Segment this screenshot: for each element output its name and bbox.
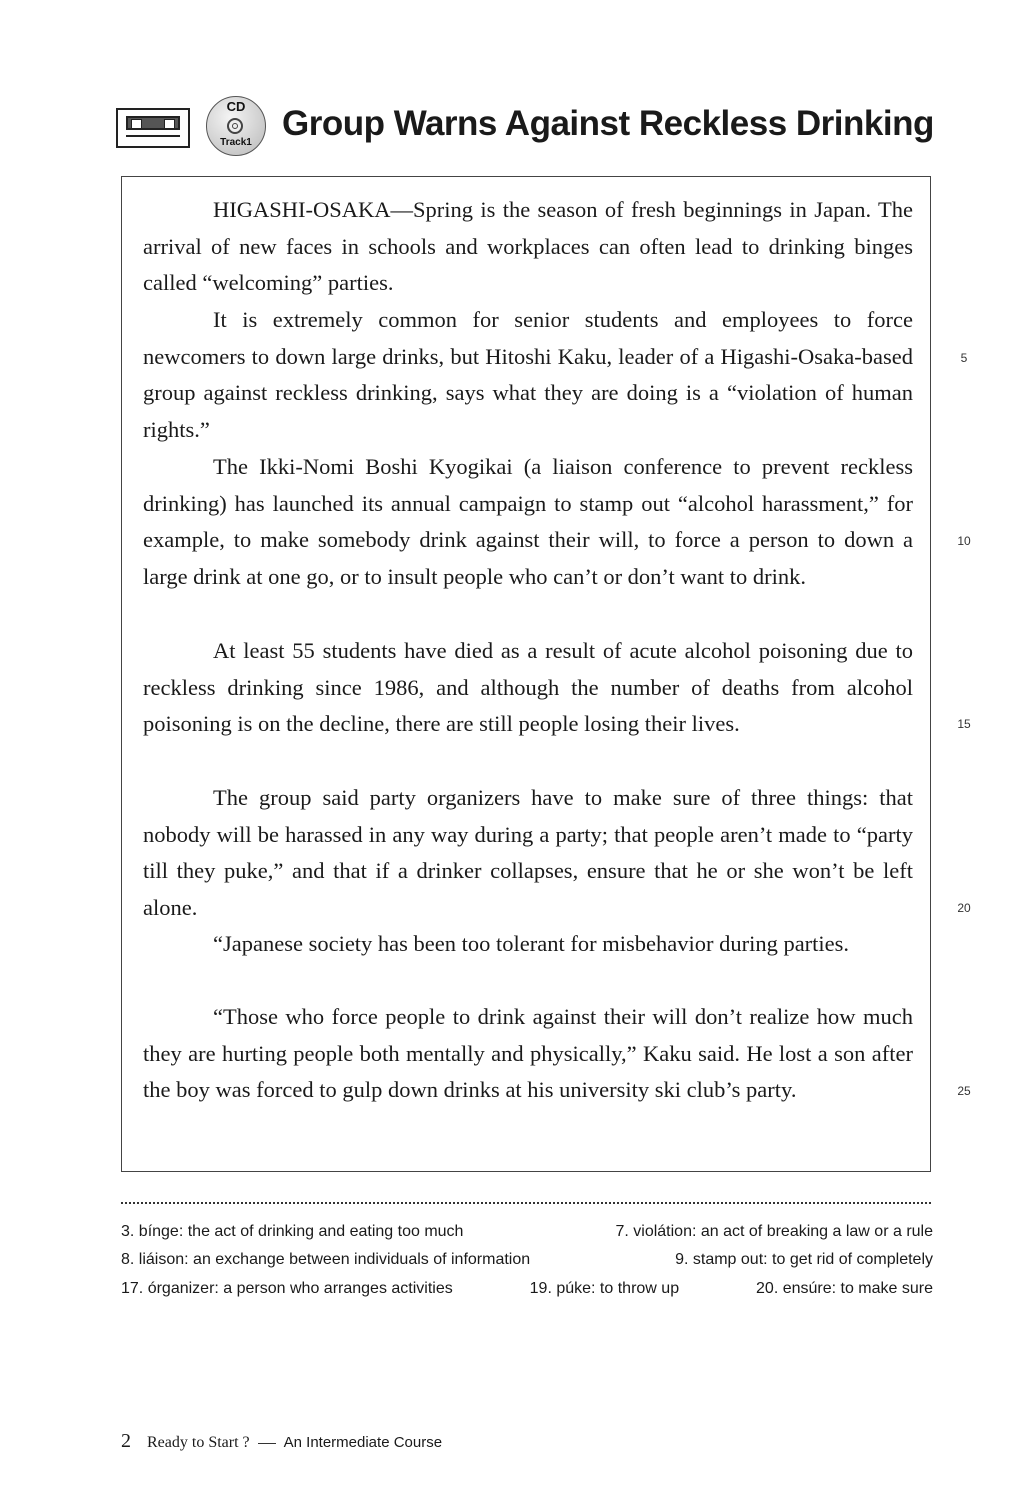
course-name: An Intermediate Course [283, 1434, 443, 1451]
cassette-icon [116, 108, 190, 148]
page-footer [121, 1430, 442, 1453]
article-paragraph-5: The group said party organizers have to make sure of three things: that nobody will be harassed in any way during a party; that people aren’t made to “party till they puke,” and that if a drinker collapses, ensure that he or she won’t be left alone. [143, 785, 913, 921]
line-number-15: 15 [957, 717, 971, 731]
article-paragraph-1: HIGASHI-OSAKA—Spring is the season of fresh beginnings in Japan. The arrival of new faces in schools and workplaces can often lead to drinking binges called “welcoming” parties. [143, 197, 913, 296]
line-number-25: 25 [957, 1084, 971, 1098]
glossary-item-liaison: 8. liáison: an exchange between individuals of information [121, 1251, 531, 1268]
glossary-item-violation: 7. violátion: an act of breaking a law or a rule [615, 1223, 933, 1240]
line-number-5: 5 [960, 351, 968, 365]
article-paragraph-2: It is extremely common for senior students and employees to force newcomers to down large drinks, but Hitoshi Kaku, leader of a Higashi-Osaka-based group against reckless drinking, says what they are doing is a “violation of human rights.” [143, 307, 913, 443]
glossary-row-1 [121, 1223, 933, 1241]
article-paragraph-3: The Ikki-Nomi Boshi Kyogikai (a liaison conference to prevent reckless drinking) has launched its annual campaign to stamp out “alcohol harassment,” for example, to make somebody drink against their will, to force a person to down a large drink at one go, or to insult people who can’t or don’t want to drink. [143, 454, 913, 590]
lesson-header [116, 96, 936, 168]
glossary-item-organizer: 17. órganizer: a person who arranges activities [121, 1280, 453, 1297]
article-title: Group Warns Against Reckless Drinking [282, 104, 934, 143]
book-title: Ready to Start ? [147, 1434, 250, 1451]
footer-dash [258, 1443, 276, 1444]
glossary-item-stamp-out: 9. stamp out: to get rid of completely [675, 1251, 933, 1268]
line-number-20: 20 [957, 901, 971, 915]
glossary-item-binge: 3. bínge: the act of drinking and eating too much [121, 1223, 464, 1240]
cd-label: CD [226, 99, 246, 114]
article-paragraph-4: At least 55 students have died as a result of acute alcohol poisoning due to reckless drinking since 1986, and although the number of deaths from alcohol poisoning is on the decline, there are still people losing their lives. [143, 638, 913, 737]
article-paragraph-7: “Those who force people to drink against their will don’t realize how much they are hurting people both mentally and physically,” Kaku said. He lost a son after the boy was forced to gulp down drinks at his university ski club’s party. [143, 1004, 913, 1103]
article-paragraph-6: “Japanese society has been too tolerant for misbehavior during parties. [213, 931, 850, 956]
cd-hole [227, 118, 243, 134]
cd-track-label: Track1 [220, 137, 252, 148]
glossary-row-3 [121, 1280, 933, 1298]
line-number-10: 10 [957, 534, 971, 548]
glossary-divider [121, 1202, 931, 1204]
cd-icon[interactable] [206, 96, 266, 156]
page-number: 2 [121, 1430, 131, 1452]
glossary-row-2 [121, 1251, 933, 1269]
cassette-reels [126, 116, 180, 130]
glossary-item-puke: 19. púke: to throw up [529, 1280, 680, 1297]
cassette-base [126, 135, 180, 143]
glossary-item-ensure: 20. ensúre: to make sure [756, 1280, 933, 1297]
